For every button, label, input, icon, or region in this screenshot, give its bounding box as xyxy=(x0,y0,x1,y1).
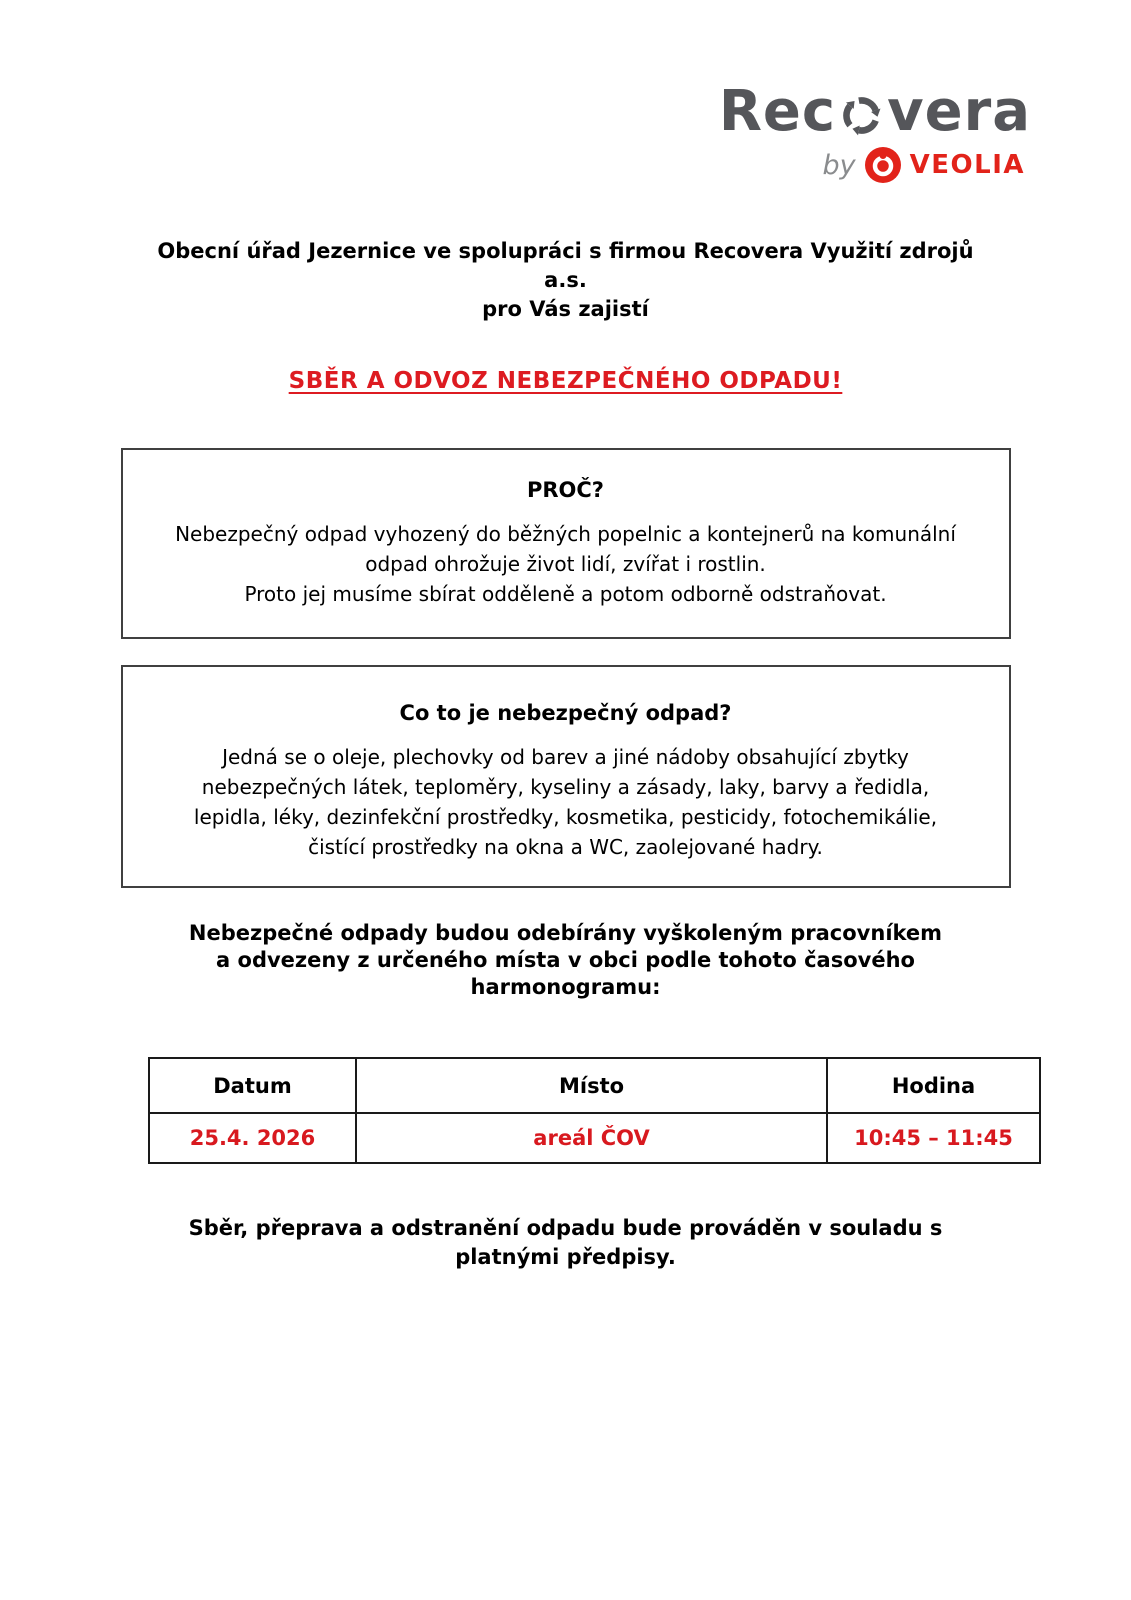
recovera-logo xyxy=(718,79,1031,144)
main-heading-wrap xyxy=(0,368,1131,394)
footer-note: Sběr, přeprava a odstranění odpadu bude prováděn v souladu s platnými předpisy. xyxy=(188,1216,943,1269)
veolia-label: VEOLIA xyxy=(909,150,1025,180)
schedule-table-data-row xyxy=(149,1113,1040,1163)
why-box xyxy=(121,448,1011,639)
header-cell-misto: Místo xyxy=(356,1058,827,1113)
recovera-logo-text-right: vera xyxy=(887,79,1031,144)
schedule-table xyxy=(148,1057,1041,1164)
what-box-body: Jedná se o oleje, plechovky od barev a jiné nádoby obsahující zbytky nebezpečných látek, teploměry, kyseliny a zásady, laky, barvy a ředidla, lepidla, léky, dezinfekční prostředky, kosmetika, pesticidy, fotochemikálie, čistící prostředky na okna a WC, zaolejované hadry. xyxy=(193,745,938,859)
schedule-intro: Nebezpečné odpady budou odebírány vyškoleným pracovníkem a odvezeny z určeného místa v obci podle tohoto časového harmonogramu: xyxy=(188,921,943,999)
logo-area xyxy=(0,0,1131,183)
why-box-title: PROČ? xyxy=(526,478,604,502)
cell-place: areál ČOV xyxy=(356,1113,827,1163)
recovera-logo-text-left: Rec xyxy=(718,79,837,144)
cell-date: 25.4. 2026 xyxy=(149,1113,356,1163)
recycle-arrows-icon xyxy=(838,92,885,139)
why-box-body: Nebezpečný odpad vyhozený do běžných popelnic a kontejnerů na komunální odpad ohrožuje život lidí, zvířat i rostlin. Proto jej musíme sbírat odděleně a potom odborně odstraňovat. xyxy=(175,522,956,606)
by-label: by xyxy=(822,149,856,181)
main-heading: SBĚR A ODVOZ NEBEZPEČNÉHO ODPADU! xyxy=(288,368,843,394)
schedule-table-header-row xyxy=(149,1058,1040,1113)
what-box-title: Co to je nebezpečný odpad? xyxy=(399,701,732,725)
what-box xyxy=(121,665,1011,888)
by-veolia-line xyxy=(0,147,1031,183)
veolia-icon xyxy=(865,147,901,183)
header-cell-datum: Datum xyxy=(149,1058,356,1113)
header-cell-hodina: Hodina xyxy=(827,1058,1040,1113)
intro-heading: Obecní úřad Jezernice ve spolupráci s firmou Recovera Využití zdrojů a.s. pro Vás zajistí xyxy=(157,239,974,321)
cell-time: 10:45 – 11:45 xyxy=(827,1113,1040,1163)
